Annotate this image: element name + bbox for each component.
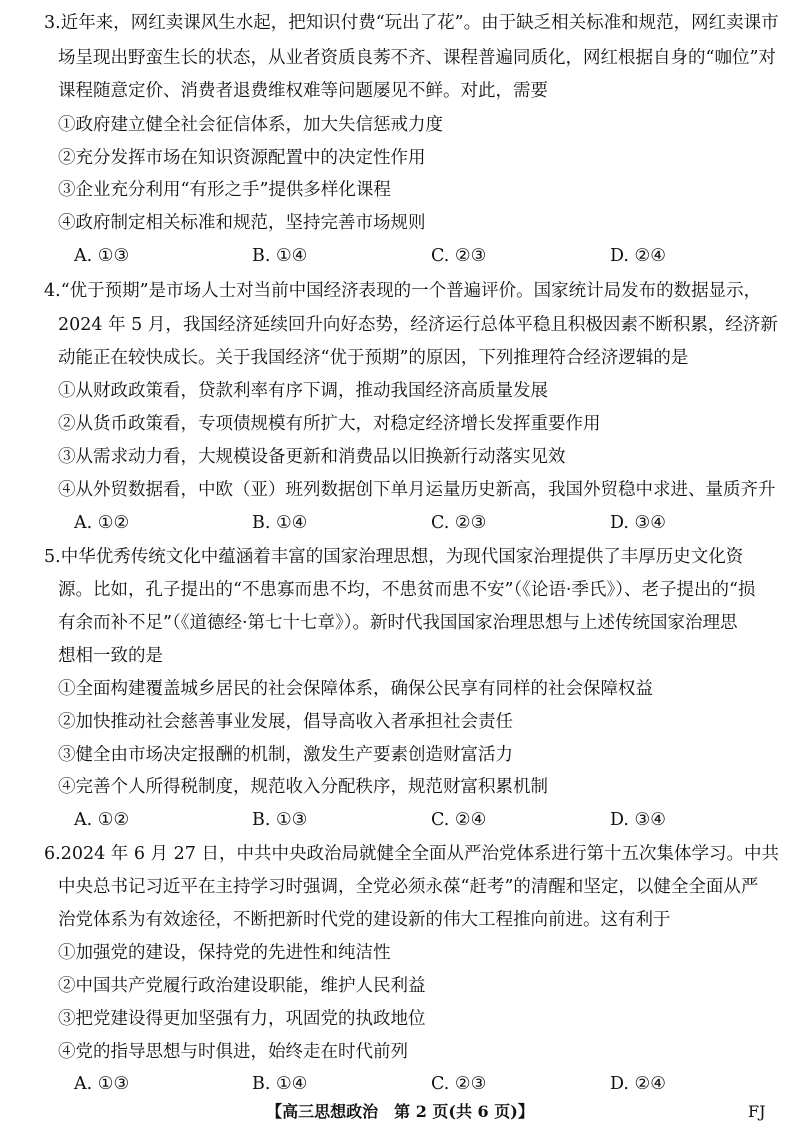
- question-3-choice-b[interactable]: B. ①④: [252, 246, 308, 266]
- question-3-stem-line-3: 课程随意定价、消费者退费维权难等问题屡见不鲜。对此，需要: [58, 81, 548, 101]
- question-4-stem-line-3: 动能正在较快成长。关于我国经济“优于预期”的原因，下列推理符合经济逻辑的是: [58, 348, 689, 368]
- footer-page-info: 【高三思想政治 第 2 页(共 6 页)】: [266, 1102, 534, 1121]
- question-5-option-3: ③健全由市场决定报酬的机制，激发生产要素创造财富活力: [58, 745, 513, 765]
- question-5-choice-b[interactable]: B. ①③: [252, 810, 308, 830]
- question-5-choice-d[interactable]: D. ③④: [610, 810, 666, 830]
- question-6-option-4: ④党的指导思想与时俱进，始终走在时代前列: [58, 1042, 408, 1062]
- question-5-stem-line-3: 有余而补不足”（《道德经·第七十七章》）。新时代我国国家治理思想与上述传统国家治理思: [58, 613, 738, 633]
- question-6-option-2: ②中国共产党履行政治建设职能，维护人民利益: [58, 976, 426, 996]
- question-4-choices: [74, 512, 774, 534]
- question-6-option-3: ③把党建设得更加坚强有力，巩固党的执政地位: [58, 1009, 426, 1029]
- question-3-stem-line-1: 3.近年来，网红卖课风生水起，把知识付费“玩出了花”。由于缺乏相关标准和规范，网红卖课市: [44, 13, 779, 33]
- question-4-stem-line-1: 4.“优于预期”是市场人士对当前中国经济表现的一个普遍评价。国家统计局发布的数据显示，: [44, 281, 762, 301]
- question-5-stem-line-4: 想相一致的是: [58, 646, 163, 666]
- question-4-option-3: ③从需求动力看，大规模设备更新和消费品以旧换新行动落实见效: [58, 447, 566, 467]
- question-5-option-2: ②加快推动社会慈善事业发展，倡导高收入者承担社会责任: [58, 712, 513, 732]
- question-3-choice-d[interactable]: D. ②④: [610, 246, 666, 266]
- question-6-option-1: ①加强党的建设，保持党的先进性和纯洁性: [58, 943, 391, 963]
- question-5-choice-a[interactable]: A. ①②: [74, 810, 130, 830]
- question-4-choice-b[interactable]: B. ①④: [252, 513, 308, 533]
- question-5-stem-line-2: 源。比如，孔子提出的“不患寡而患不均，不患贫而患不安”（《论语·季氏》）、老子提出的“损: [58, 580, 756, 600]
- page-footer: [0, 1100, 800, 1124]
- question-6-choices: [74, 1073, 774, 1095]
- question-3-choices: [74, 245, 774, 267]
- question-4-option-4: ④从外贸数据看，中欧（亚）班列数据创下单月运量历史新高，我国外贸稳中求进、量质齐升: [58, 480, 776, 500]
- question-6-stem-line-2: 中央总书记习近平在主持学习时强调，全党必须永葆“赶考”的清醒和坚定，以健全全面从严: [58, 877, 759, 897]
- question-3-option-3: ③企业充分利用“有形之手”提供多样化课程: [58, 180, 391, 200]
- question-6-stem-line-3: 治党体系为有效途径，不断把新时代党的建设新的伟大工程推向前进。这有利于: [58, 910, 671, 930]
- question-5-stem-line-1: 5.中华优秀传统文化中蕴涵着丰富的国家治理思想，为现代国家治理提供了丰厚历史文化资: [44, 547, 744, 567]
- question-5-choices: [74, 809, 774, 831]
- question-5-choice-c[interactable]: C. ②④: [431, 810, 487, 830]
- question-4-choice-d[interactable]: D. ③④: [610, 513, 666, 533]
- question-3-stem-line-2: 场呈现出野蛮生长的状态，从业者资质良莠不齐、课程普遍同质化，网红根据自身的“咖位”对: [58, 48, 776, 68]
- question-4-choice-c[interactable]: C. ②③: [431, 513, 487, 533]
- question-3-option-1: ①政府建立健全社会征信体系，加大失信惩戒力度: [58, 115, 443, 135]
- question-6-choice-c[interactable]: C. ②③: [431, 1074, 487, 1094]
- question-3-choice-c[interactable]: C. ②③: [431, 246, 487, 266]
- question-6-choice-d[interactable]: D. ②④: [610, 1074, 666, 1094]
- question-5-option-4: ④完善个人所得税制度，规范收入分配秩序，规范财富积累机制: [58, 777, 548, 797]
- question-4-option-2: ②从货币政策看，专项债规模有所扩大，对稳定经济增长发挥重要作用: [58, 414, 601, 434]
- question-4-choice-a[interactable]: A. ①②: [74, 513, 130, 533]
- question-3-option-4: ④政府制定相关标准和规范，坚持完善市场规则: [58, 213, 426, 233]
- question-6-stem-line-1: 6.2024 年 6 月 27 日，中共中央政治局就健全全面从严治党体系进行第十五次集体学习。中共: [44, 844, 779, 864]
- question-4-option-1: ①从财政政策看，贷款利率有序下调，推动我国经济高质量发展: [58, 381, 548, 401]
- footer-region-code: FJ: [748, 1102, 766, 1121]
- question-3-option-2: ②充分发挥市场在知识资源配置中的决定性作用: [58, 148, 426, 168]
- question-4-stem-line-2: 2024 年 5 月，我国经济延续回升向好态势，经济运行总体平稳且积极因素不断积累，经济新: [58, 315, 778, 335]
- question-6-choice-a[interactable]: A. ①③: [74, 1074, 130, 1094]
- question-3-choice-a[interactable]: A. ①③: [74, 246, 130, 266]
- question-6-choice-b[interactable]: B. ①④: [252, 1074, 308, 1094]
- question-5-option-1: ①全面构建覆盖城乡居民的社会保障体系，确保公民享有同样的社会保障权益: [58, 679, 653, 699]
